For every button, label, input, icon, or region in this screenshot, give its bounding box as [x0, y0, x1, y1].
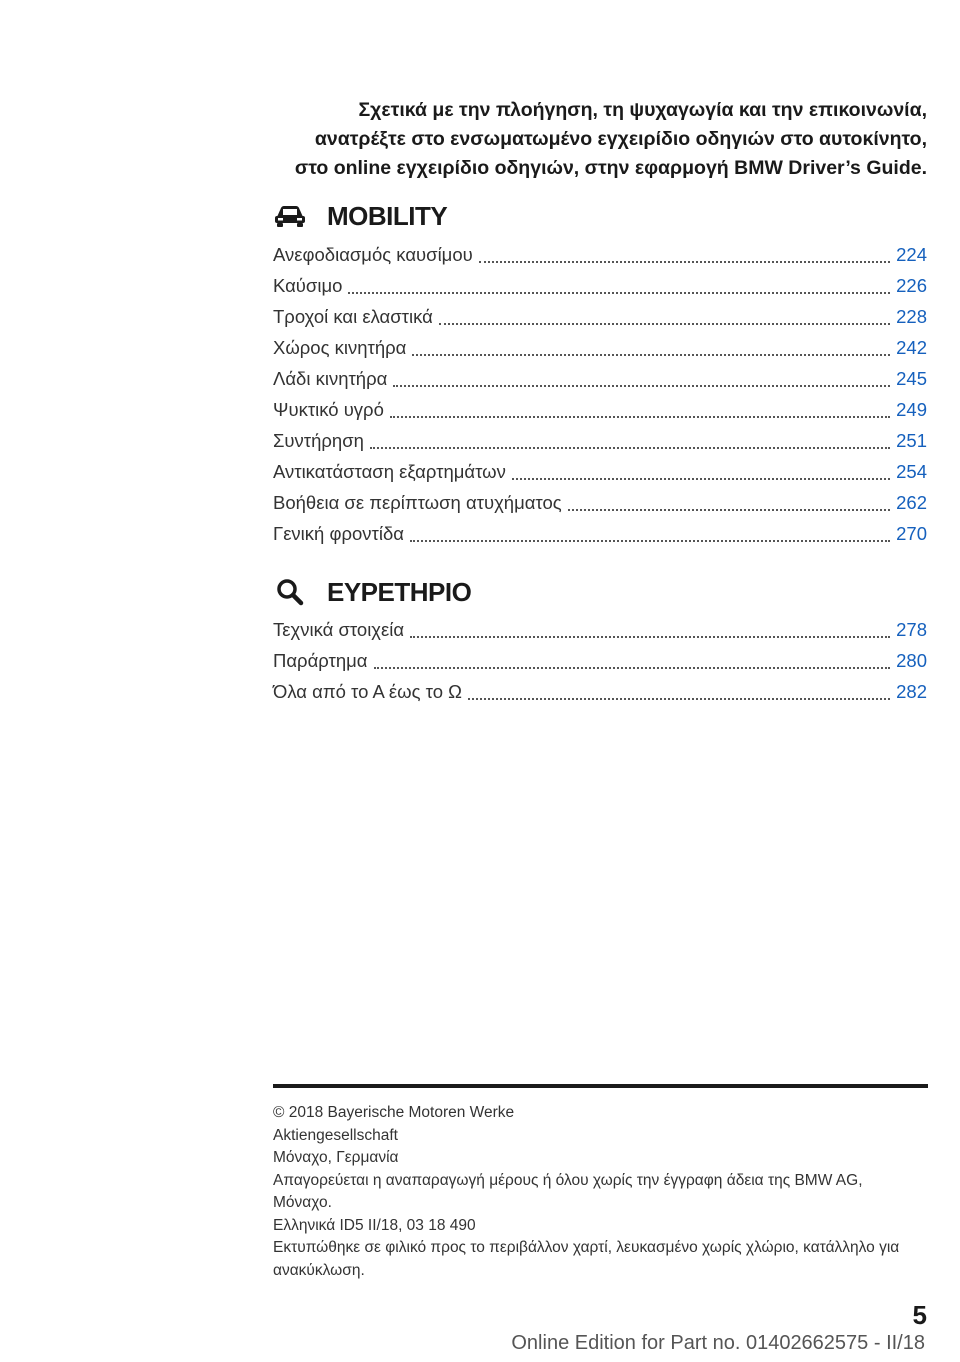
toc-entry-label: Χώρος κινητήρα — [273, 336, 407, 358]
imprint-line: Απαγορεύεται η αναπαραγωγή μέρους ή όλου χωρίς την έγγραφη άδεια της BMW AG, — [273, 1171, 863, 1189]
toc-entry-label: Λάδι κινητήρα — [273, 367, 388, 389]
toc-entry[interactable] — [273, 645, 927, 676]
dot-leader — [410, 618, 890, 638]
toc-entry[interactable] — [273, 425, 927, 456]
toc-page-link[interactable]: 270 — [896, 522, 927, 544]
dot-leader — [370, 429, 890, 449]
intro-line: ανατρέξτε στο ενσωματωμένο εγχειρίδιο οδηγιών στο αυτοκίνητο, — [314, 128, 927, 150]
page-number: 5 — [912, 1300, 927, 1330]
dot-leader — [348, 274, 890, 294]
imprint-line: Μόναχο, Γερμανία — [273, 1149, 399, 1166]
imprint-line: Μόναχο. — [273, 1194, 332, 1211]
toc-entry-label: Παράρτημα — [273, 649, 368, 671]
search-icon — [273, 578, 307, 606]
imprint-line: Εκτυπώθηκε σε φιλικό προς το περιβάλλον χαρτί, λευκασμένο χωρίς χλώριο, κατάλληλο για — [273, 1239, 900, 1256]
section-title: ΕΥΡΕΤΗΡΙΟ — [327, 576, 472, 607]
toc-entry[interactable] — [273, 239, 927, 270]
toc-page-link[interactable]: 254 — [896, 460, 927, 482]
toc-page-link[interactable]: 278 — [896, 618, 927, 640]
imprint-line: Ελληνικά ID5 II/18, 03 18 490 — [273, 1216, 476, 1234]
dot-leader — [374, 649, 891, 669]
toc-page-link[interactable]: 282 — [896, 680, 927, 702]
dot-leader — [468, 680, 890, 700]
toc-entry-label: Όλα από το Α έως το Ω — [273, 680, 462, 702]
toc-page-link[interactable]: 224 — [896, 243, 927, 265]
section-title: MOBILITY — [327, 200, 448, 231]
toc-entry-label: Καύσιμο — [273, 274, 343, 296]
dot-leader — [412, 336, 890, 356]
toc-entry[interactable] — [273, 676, 927, 707]
toc-entry[interactable] — [273, 487, 927, 518]
dot-leader — [512, 460, 890, 480]
imprint-line: Aktiengesellschaft — [273, 1126, 398, 1144]
intro-line: στο online εγχειρίδιο οδηγιών, στην εφαρμογή BMW Driver’s Guide. — [294, 157, 927, 179]
toc-page-link[interactable]: 280 — [896, 649, 927, 671]
section-heading-index — [273, 572, 471, 612]
toc-page-link[interactable]: 249 — [896, 398, 927, 420]
toc-entry-label: Ψυκτικό υγρό — [273, 398, 384, 420]
intro-line: Σχετικά με την πλοήγηση, τη ψυχαγωγία και την επικοινωνία, — [358, 99, 927, 121]
toc-page-link[interactable]: 226 — [896, 274, 927, 296]
toc-entry[interactable] — [273, 456, 927, 487]
toc-entry-label: Αντικατάσταση εξαρτημάτων — [273, 460, 506, 482]
toc-entry-label: Τροχοί και ελαστικά — [273, 305, 433, 327]
imprint — [273, 1102, 928, 1282]
toc-page-link[interactable]: 242 — [896, 336, 927, 358]
edition-watermark: Online Edition for Part no. 01402662575 - II/18 — [511, 1332, 925, 1354]
toc-entry[interactable] — [273, 363, 927, 394]
toc-list-mobility — [273, 239, 927, 549]
car-icon — [273, 202, 307, 230]
dot-leader — [479, 243, 890, 263]
toc-entry[interactable] — [273, 270, 927, 301]
dot-leader — [390, 398, 890, 418]
toc-page-link[interactable]: 245 — [896, 367, 927, 389]
toc-entry[interactable] — [273, 518, 927, 549]
toc-page-link[interactable]: 251 — [896, 429, 927, 451]
toc-list-index — [273, 614, 927, 707]
toc-page-link[interactable]: 228 — [896, 305, 927, 327]
section-heading-mobility — [273, 196, 447, 236]
toc-page-link[interactable]: 262 — [896, 491, 927, 513]
toc-entry[interactable] — [273, 394, 927, 425]
intro-note — [227, 96, 927, 183]
toc-entry[interactable] — [273, 614, 927, 645]
toc-entry[interactable] — [273, 301, 927, 332]
toc-entry-label: Συντήρηση — [273, 429, 364, 451]
toc-entry-label: Τεχνικά στοιχεία — [273, 618, 405, 640]
toc-entry[interactable] — [273, 332, 927, 363]
imprint-line: © 2018 Bayerische Motoren Werke — [273, 1104, 515, 1121]
toc-entry-label: Βοήθεια σε περίπτωση ατυχήματος — [273, 491, 562, 513]
toc-entry-label: Γενική φροντίδα — [273, 522, 404, 544]
imprint-line: ανακύκλωση. — [273, 1261, 365, 1279]
dot-leader — [439, 305, 890, 325]
toc-entry-label: Ανεφοδιασμός καυσίμου — [273, 243, 473, 265]
dot-leader — [568, 491, 890, 511]
dot-leader — [393, 367, 890, 387]
footer-divider — [273, 1084, 928, 1088]
dot-leader — [410, 522, 890, 542]
